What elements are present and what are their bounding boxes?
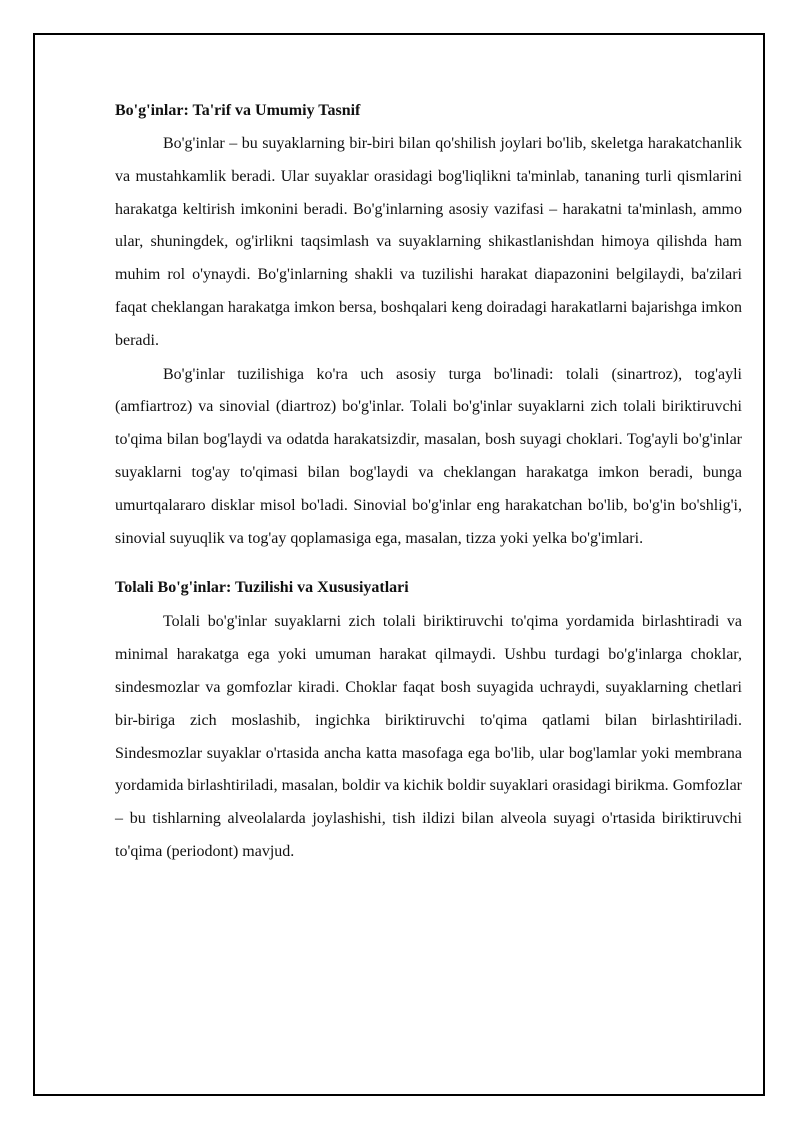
paragraph-definition-2: Bo'g'inlar tuzilishiga ko'ra uch asosiy turga bo'linadi: tolali (sinartroz), tog'ayli (amfiartroz) va sinovial (diartroz) bo'g'inlar. Tolali bo'g'inlar suyaklarni zich tolali biriktiruvchi to'qima bilan bog'laydi va odatda harakatsizdir, masalan, bosh suyagi choklari. Tog'ayli bo'g'inlar suyaklarni tog'ay to'qimasi bilan bog'laydi va cheklangan harakatga imkon beradi, bunga umurtqalararo disklar misol bo'ladi. Sinovial bo'g'inlar eng harakatchan bo'lib, bo'g'in bo'shlig'i, sinovial suyuqlik va tog'ay qoplamasiga ega, masalan, tizza yoki yelka bo'g'imlari. — [115, 365, 742, 547]
document-body — [115, 94, 742, 869]
paragraph-definition-1: Bo'g'inlar – bu suyaklarning bir-biri bilan qo'shilish joylari bo'lib, skeletga harakatchanlik va mustahkamlik beradi. Ular suyaklar orasidagi bog'liqlikni ta'minlab, tananing turli qismlarini harakatga keltirish imkonini beradi. Bo'g'inlarning asosiy vazifasi – harakatni ta'minlash, ammo ular, shuningdek, og'irlikni taqsimlash va suyaklarning shikastlanishdan himoya qilishda ham muhim rol o'ynaydi. Bo'g'inlarning shakli va tuzilishi harakat diapazonini belgilaydi, ba'zilari faqat cheklangan harakatga imkon bersa, boshqalari keng doiradagi harakatlarni bajarishga imkon beradi. — [115, 135, 742, 349]
section-heading-definition: Bo'g'inlar: Ta'rif va Umumiy Tasnif — [115, 102, 361, 119]
paragraph-fibrous-joints-1: Tolali bo'g'inlar suyaklarni zich tolali biriktiruvchi to'qima yordamida birlashtiradi va minimal harakatga ega yoki umuman harakat qilmaydi. Ushbu turdagi bo'g'inlarga choklar, sindesmozlar va gomfozlar kiradi. Choklar faqat bosh suyagida uchraydi, suyaklarning chetlari bir-biriga zich moslashib, ingichka biriktiruvchi to'qima qatlami bilan birlashtiriladi. Sindesmozlar suyaklar o'rtasida ancha katta masofaga ega bo'lib, ular bog'lamlar yoki membrana yordamida birlashtiriladi, masalan, boldir va kichik boldir suyaklari orasidagi birikma. Gomfozlar – bu tishlarning alveolalarda joylashishi, tish ildizi bilan alveola suyagi o'rtasida biriktiruvchi to'qima (periodont) mavjud. — [115, 613, 742, 860]
section-heading-fibrous-joints: Tolali Bo'g'inlar: Tuzilishi va Xususiyatlari — [115, 579, 409, 597]
